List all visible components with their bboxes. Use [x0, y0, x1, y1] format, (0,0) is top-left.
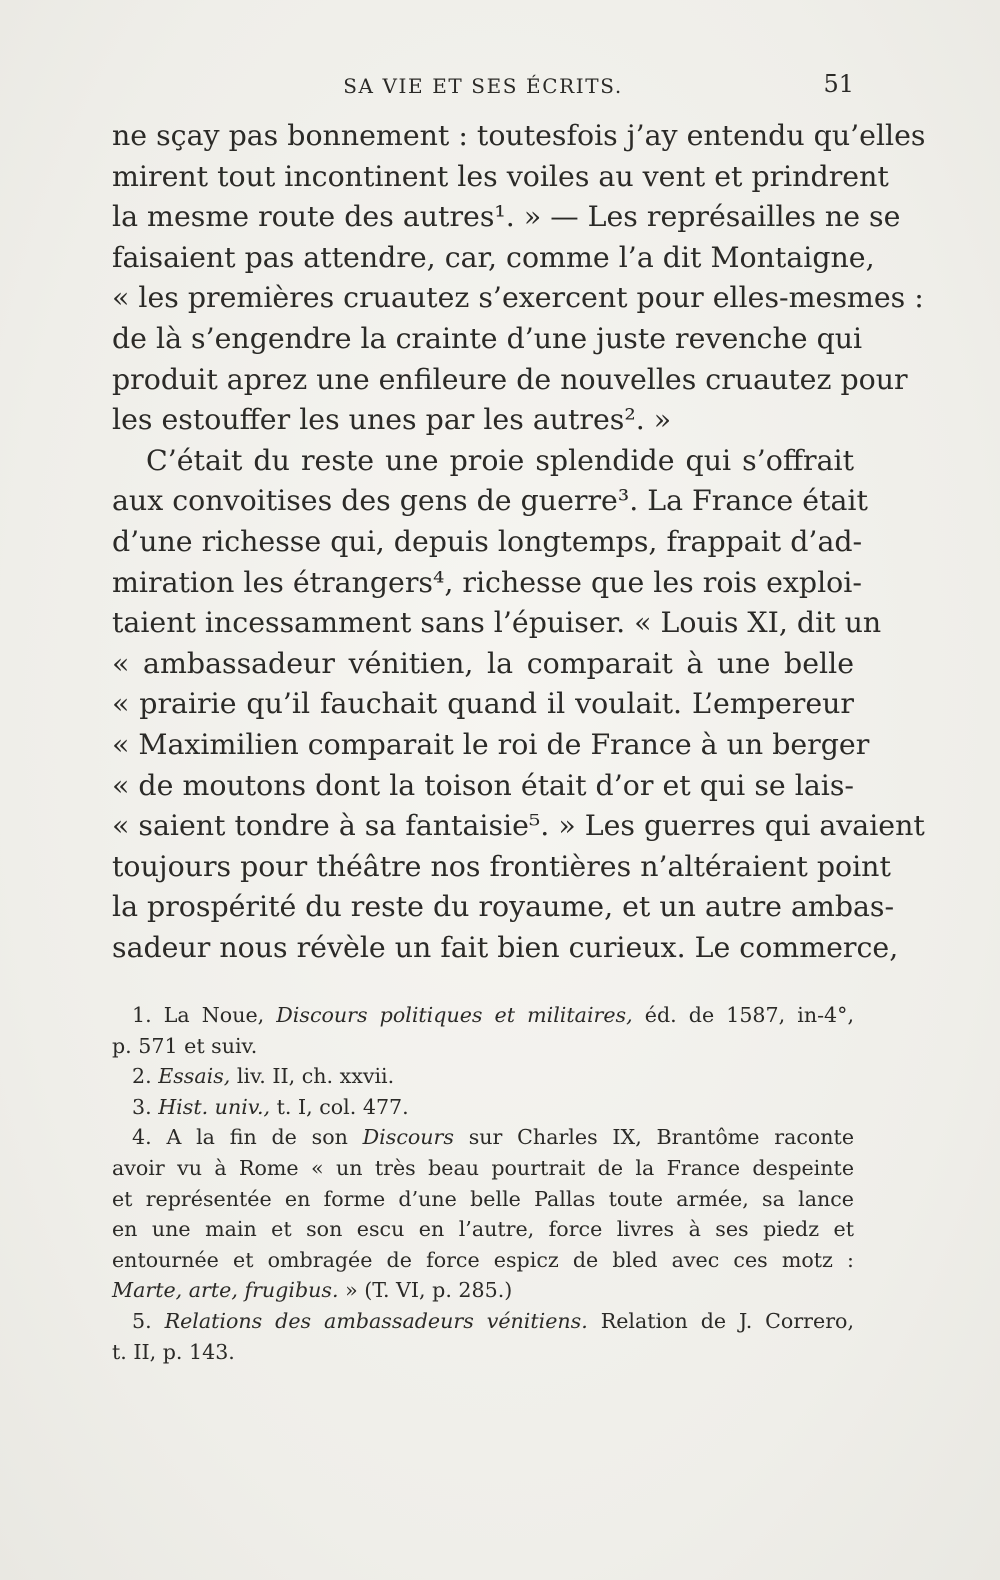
page-header [112, 70, 854, 104]
footnote-title: Relations des ambassadeurs vénitiens. [164, 1308, 588, 1333]
body-line: « les premières cruautez s’exercent pour elles-mesmes : [112, 281, 924, 315]
footnote-quote-rest: » (T. VI, p. 285.) [345, 1278, 513, 1303]
footnote-4-quote [112, 1275, 854, 1306]
footnote-number: 5. [132, 1308, 152, 1333]
footnote-author: La Noue, [163, 1003, 265, 1027]
body-line: d’une richesse qui, depuis longtemps, frappait d’ad- [112, 524, 863, 558]
body-line: « Maximilien comparait le roi de France à un berger [112, 727, 870, 761]
body-line: « de moutons dont la toison était d’or et qui se lais- [112, 768, 854, 802]
body-text [112, 116, 926, 968]
body-line: la mesme route des autres¹. » — Les représailles ne se [112, 200, 901, 234]
footnote-number: 1. [132, 1003, 152, 1027]
body-line: ne sçay pas bonnement : toutesfois j’ay entendu qu’elles [112, 119, 926, 152]
body-line: les estouffer les unes par les autres². » [112, 403, 672, 437]
body-line: faisaient pas attendre, car, comme l’a dit Montaigne, [112, 240, 875, 274]
body-line: taient incessamment sans l’épuiser. « Louis XI, dit un [112, 606, 882, 640]
body-line: produit aprez une enfileure de nouvelles cruautez pour [112, 362, 908, 396]
body-line: « ambassadeur vénitien, la comparait à une belle [112, 646, 854, 680]
body-line: sadeur nous révèle un fait bien curieux. Le commerce, [112, 930, 899, 964]
footnote-1-continuation: p. 571 et suiv. [112, 1033, 258, 1058]
footnote-title: Essais, [158, 1064, 231, 1089]
body-line: miration les étrangers⁴, richesse que les rois exploi- [112, 565, 862, 599]
footnote-5-continuation: t. II, p. 143. [112, 1339, 235, 1364]
body-line: la prospérité du reste du royaume, et un autre ambas- [112, 890, 895, 924]
footnote-text: Relation de J. Correro, [600, 1308, 854, 1333]
footnote-text: A la fin de son [166, 1125, 348, 1150]
footnote-number: 4. [132, 1125, 152, 1150]
footnote-title: Hist. univ., [158, 1094, 271, 1119]
body-line: C’était du reste une proie splendide qui s’offrait [146, 443, 854, 477]
footnote-4-line: avoir vu à Rome « un très beau pourtrait de la France despeinte [112, 1155, 854, 1180]
running-title: SA VIE ET SES ÉCRITS. [343, 74, 623, 98]
footnote-4-line: en une main et son escu en l’autre, force livres à ses piedz et [112, 1217, 854, 1242]
footnote-text: liv. II, ch. xxvii. [236, 1064, 395, 1089]
footnote-quote-italic: Marte, arte, frugibus. [112, 1278, 339, 1303]
footnote-text: t. I, col. 477. [276, 1094, 409, 1119]
footnote-4 [112, 1122, 854, 1153]
body-line: mirent tout incontinent les voiles au vent et prindrent [112, 159, 889, 193]
body-line: aux convoitises des gens de guerre³. La France était [112, 484, 868, 518]
footnote-5 [112, 1306, 854, 1337]
footnote-number: 2. [132, 1064, 152, 1089]
footnote-number: 3. [132, 1094, 152, 1119]
footnote-title: Discours [362, 1125, 454, 1150]
footnote-4-line: et représentée en forme d’une belle Pallas toute armée, sa lance [112, 1186, 854, 1211]
footnote-title: Discours politiques et militaires, [276, 1003, 633, 1027]
footnotes [112, 1000, 854, 1367]
footnote-3 [112, 1092, 854, 1123]
footnote-1 [112, 1000, 854, 1031]
body-line: « saient tondre à sa fantaisie⁵. » Les guerres qui avaient [112, 809, 925, 843]
body-line: « prairie qu’il fauchait quand il voulait. L’empereur [112, 687, 854, 721]
footnote-2 [112, 1061, 854, 1092]
footnote-text: éd. de 1587, in-4°, [644, 1003, 855, 1027]
footnote-4-line: entournée et ombragée de force espicz de bled avec ces motz : [112, 1247, 854, 1272]
body-line: de là s’engendre la crainte d’une juste revenche qui [112, 321, 863, 355]
footnote-text: sur Charles IX, Brantôme raconte [468, 1125, 855, 1150]
page-number: 51 [823, 70, 854, 98]
body-line: toujours pour théâtre nos frontières n’altéraient point [112, 849, 891, 883]
